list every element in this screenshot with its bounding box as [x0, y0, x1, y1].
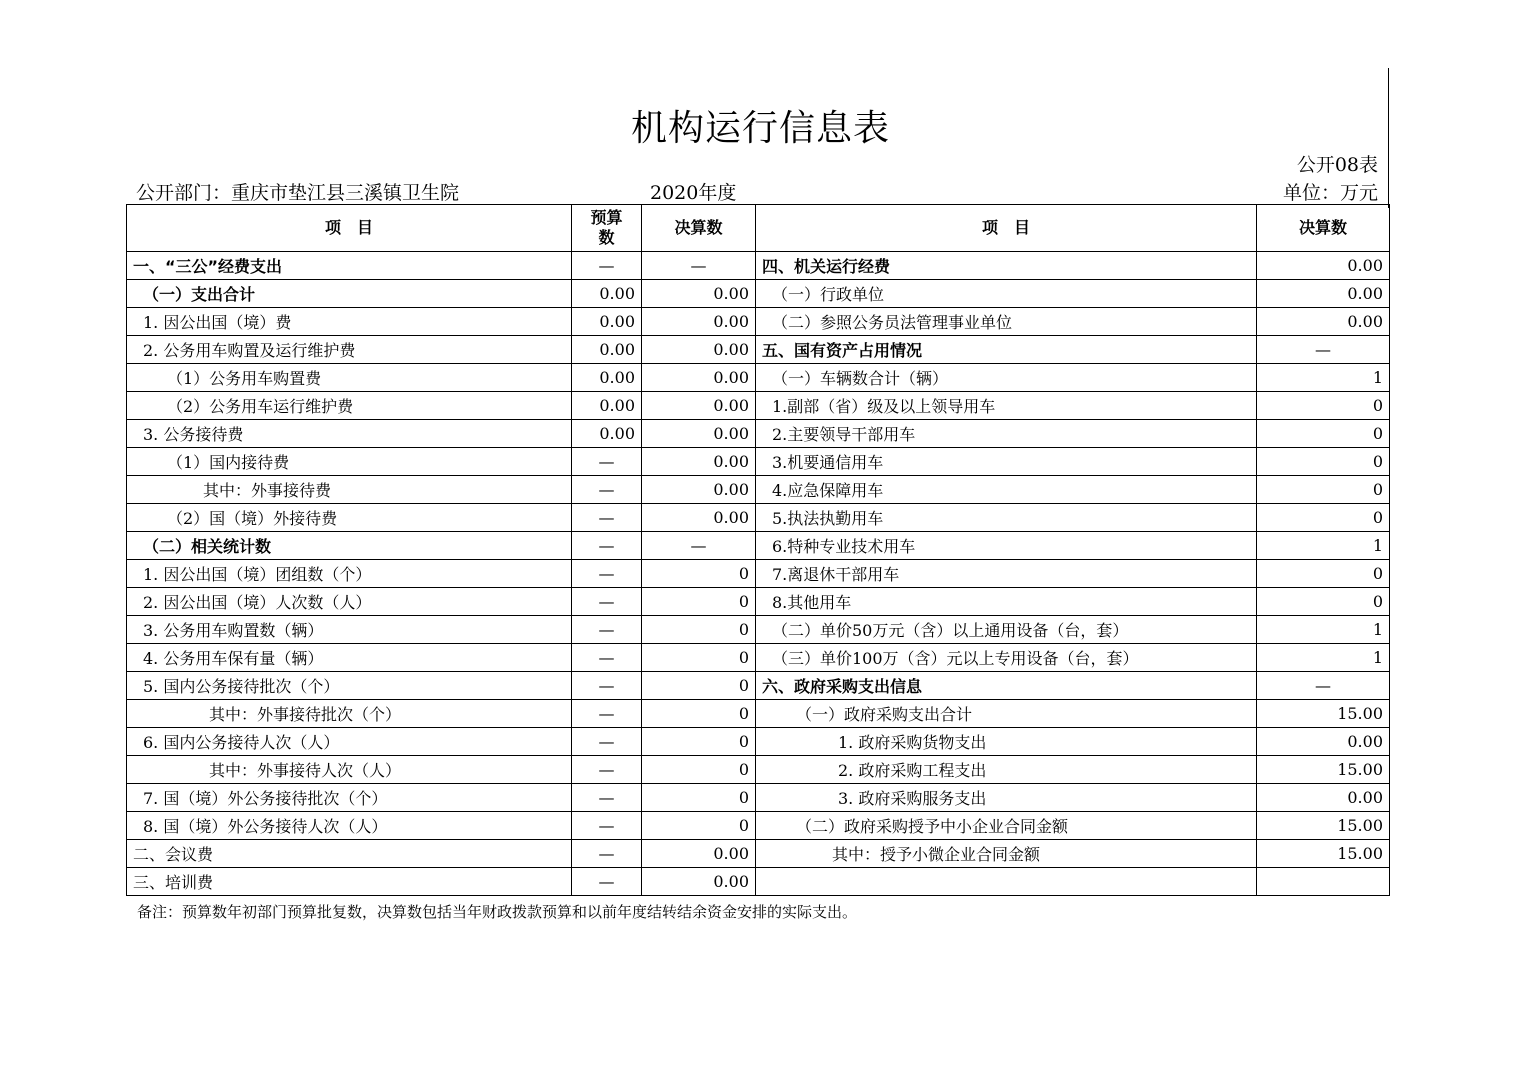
row-item-left: 5. 国内公务接待批次（个）	[127, 672, 572, 700]
unit-label: 单位：万元	[1282, 182, 1378, 204]
row-item-left: 2. 因公出国（境）人次数（人）	[127, 588, 572, 616]
row-item-right: 四、机关运行经费	[756, 252, 1257, 280]
row-item-right: 1.副部（省）级及以上领导用车	[756, 392, 1257, 420]
row-item-left: （2）国（境）外接待费	[127, 504, 572, 532]
row-item-right: （一）车辆数合计（辆）	[756, 364, 1257, 392]
row-final: 0.00	[642, 280, 756, 308]
row-item-left: 3. 公务接待费	[127, 420, 572, 448]
row-item-right: （三）单价100万（含）元以上专用设备（台，套）	[756, 644, 1257, 672]
table-row	[127, 532, 1390, 560]
row-final: 0	[642, 644, 756, 672]
row-budget: —	[572, 532, 642, 560]
row-final-right: 15.00	[1257, 756, 1390, 784]
row-final: 0	[642, 784, 756, 812]
row-final: 0	[642, 728, 756, 756]
row-final: 0	[642, 588, 756, 616]
row-item-left: 6. 国内公务接待人次（人）	[127, 728, 572, 756]
row-final: 0.00	[642, 840, 756, 868]
info-table	[126, 204, 1390, 896]
row-final: 0	[642, 700, 756, 728]
row-budget: —	[572, 700, 642, 728]
row-budget: 0.00	[572, 392, 642, 420]
row-final-right: 0	[1257, 476, 1390, 504]
table-row	[127, 504, 1390, 532]
row-final: —	[642, 532, 756, 560]
header-item-left: 项 目	[127, 205, 572, 252]
row-budget: —	[572, 252, 642, 280]
row-item-left: 其中：外事接待费	[127, 476, 572, 504]
row-item-right: （二）单价50万元（含）以上通用设备（台，套）	[756, 616, 1257, 644]
row-item-right: 6.特种专业技术用车	[756, 532, 1257, 560]
row-final: 0	[642, 812, 756, 840]
row-item-right: 2. 政府采购工程支出	[756, 756, 1257, 784]
row-item-right: （一）政府采购支出合计	[756, 700, 1257, 728]
row-item-left: 8. 国（境）外公务接待人次（人）	[127, 812, 572, 840]
table-row	[127, 588, 1390, 616]
row-item-left: 其中：外事接待人次（人）	[127, 756, 572, 784]
table-row	[127, 840, 1390, 868]
row-budget: —	[572, 560, 642, 588]
header-item-right: 项 目	[756, 205, 1257, 252]
row-final: 0	[642, 672, 756, 700]
row-item-right: （二）参照公务员法管理事业单位	[756, 308, 1257, 336]
table-body	[127, 252, 1390, 896]
row-item-right: （二）政府采购授予中小企业合同金额	[756, 812, 1257, 840]
row-final-right: 1	[1257, 532, 1390, 560]
table-row	[127, 420, 1390, 448]
table-row	[127, 280, 1390, 308]
row-final-right: 0	[1257, 420, 1390, 448]
row-budget: 0.00	[572, 336, 642, 364]
row-budget: —	[572, 840, 642, 868]
row-final-right: 0.00	[1257, 280, 1390, 308]
table-row	[127, 336, 1390, 364]
row-budget: —	[572, 728, 642, 756]
row-item-left: 7. 国（境）外公务接待批次（个）	[127, 784, 572, 812]
row-final-right: —	[1257, 336, 1390, 364]
table-row	[127, 812, 1390, 840]
row-budget: —	[572, 476, 642, 504]
row-item-right: 其中：授予小微企业合同金额	[756, 840, 1257, 868]
row-item-left: 其中：外事接待批次（个）	[127, 700, 572, 728]
table-header-row	[127, 205, 1390, 252]
row-budget: 0.00	[572, 420, 642, 448]
table-row	[127, 616, 1390, 644]
row-budget: —	[572, 588, 642, 616]
row-item-left: （1）国内接待费	[127, 448, 572, 476]
row-item-left: （一）支出合计	[127, 280, 572, 308]
row-final-right: 15.00	[1257, 840, 1390, 868]
row-item-left: 2. 公务用车购置及运行维护费	[127, 336, 572, 364]
row-final: 0	[642, 560, 756, 588]
fiscal-year: 2020年度	[650, 182, 737, 204]
row-final: 0	[642, 756, 756, 784]
table-row	[127, 560, 1390, 588]
row-item-left: （2）公务用车运行维护费	[127, 392, 572, 420]
header-final: 决算数	[642, 205, 756, 252]
row-final: 0	[642, 616, 756, 644]
row-final: 0.00	[642, 448, 756, 476]
row-final-right: 0	[1257, 448, 1390, 476]
row-item-left: 3. 公务用车购置数（辆）	[127, 616, 572, 644]
row-item-right: 3.机要通信用车	[756, 448, 1257, 476]
row-final-right: 0	[1257, 560, 1390, 588]
row-item-left: 一、“三公”经费支出	[127, 252, 572, 280]
row-final-right: 1	[1257, 644, 1390, 672]
row-final-right: 1	[1257, 616, 1390, 644]
row-final: 0.00	[642, 364, 756, 392]
table-row	[127, 756, 1390, 784]
row-final: 0.00	[642, 504, 756, 532]
row-final-right: 0	[1257, 588, 1390, 616]
row-item-right: 2.主要领导干部用车	[756, 420, 1257, 448]
row-item-left: 1. 因公出国（境）费	[127, 308, 572, 336]
row-final-right: 1	[1257, 364, 1390, 392]
row-item-right: 六、政府采购支出信息	[756, 672, 1257, 700]
table-row	[127, 252, 1390, 280]
footnote: 备注：预算数年初部门预算批复数，决算数包括当年财政拨款预算和以前年度结转结余资金安排的实际支出。	[137, 903, 858, 921]
row-final: —	[642, 252, 756, 280]
table-row	[127, 700, 1390, 728]
table-row	[127, 364, 1390, 392]
row-final-right	[1257, 868, 1390, 896]
row-final-right: —	[1257, 672, 1390, 700]
row-item-right: 5.执法执勤用车	[756, 504, 1257, 532]
row-budget: —	[572, 672, 642, 700]
row-budget: —	[572, 504, 642, 532]
row-item-left: 4. 公务用车保有量（辆）	[127, 644, 572, 672]
row-final: 0.00	[642, 308, 756, 336]
row-item-right: 7.离退休干部用车	[756, 560, 1257, 588]
department-label: 公开部门：重庆市垫江县三溪镇卫生院	[136, 182, 460, 204]
form-number: 公开08表	[1296, 154, 1378, 176]
row-budget: —	[572, 868, 642, 896]
table-row	[127, 308, 1390, 336]
row-item-right: （一）行政单位	[756, 280, 1257, 308]
table-row	[127, 448, 1390, 476]
row-final-right: 0.00	[1257, 308, 1390, 336]
row-budget: 0.00	[572, 308, 642, 336]
row-budget: —	[572, 644, 642, 672]
row-item-right	[756, 868, 1257, 896]
row-final-right: 0.00	[1257, 784, 1390, 812]
row-budget: —	[572, 784, 642, 812]
page-title: 机构运行信息表	[630, 108, 890, 149]
row-final: 0.00	[642, 476, 756, 504]
row-budget: —	[572, 448, 642, 476]
row-final-right: 0.00	[1257, 728, 1390, 756]
header-budget: 预算数	[572, 205, 642, 252]
row-budget: —	[572, 812, 642, 840]
table-row	[127, 644, 1390, 672]
row-final: 0.00	[642, 392, 756, 420]
row-item-left: 三、培训费	[127, 868, 572, 896]
row-budget: —	[572, 756, 642, 784]
row-final: 0.00	[642, 336, 756, 364]
row-item-left: 二、会议费	[127, 840, 572, 868]
row-final: 0.00	[642, 868, 756, 896]
row-item-left: （1）公务用车购置费	[127, 364, 572, 392]
row-final-right: 0	[1257, 392, 1390, 420]
row-final-right: 15.00	[1257, 812, 1390, 840]
row-item-right: 3. 政府采购服务支出	[756, 784, 1257, 812]
header-final-right: 决算数	[1257, 205, 1390, 252]
row-item-left: 1. 因公出国（境）团组数（个）	[127, 560, 572, 588]
table-row	[127, 476, 1390, 504]
row-final-right: 0.00	[1257, 252, 1390, 280]
table-row	[127, 868, 1390, 896]
row-budget: 0.00	[572, 280, 642, 308]
row-budget: —	[572, 616, 642, 644]
row-item-right: 五、国有资产占用情况	[756, 336, 1257, 364]
table-row	[127, 784, 1390, 812]
row-item-left: （二）相关统计数	[127, 532, 572, 560]
table-row	[127, 728, 1390, 756]
row-item-right: 1. 政府采购货物支出	[756, 728, 1257, 756]
row-budget: 0.00	[572, 364, 642, 392]
row-item-right: 4.应急保障用车	[756, 476, 1257, 504]
table-row	[127, 392, 1390, 420]
table-row	[127, 672, 1390, 700]
row-final-right: 15.00	[1257, 700, 1390, 728]
row-final: 0.00	[642, 420, 756, 448]
row-item-right: 8.其他用车	[756, 588, 1257, 616]
row-final-right: 0	[1257, 504, 1390, 532]
